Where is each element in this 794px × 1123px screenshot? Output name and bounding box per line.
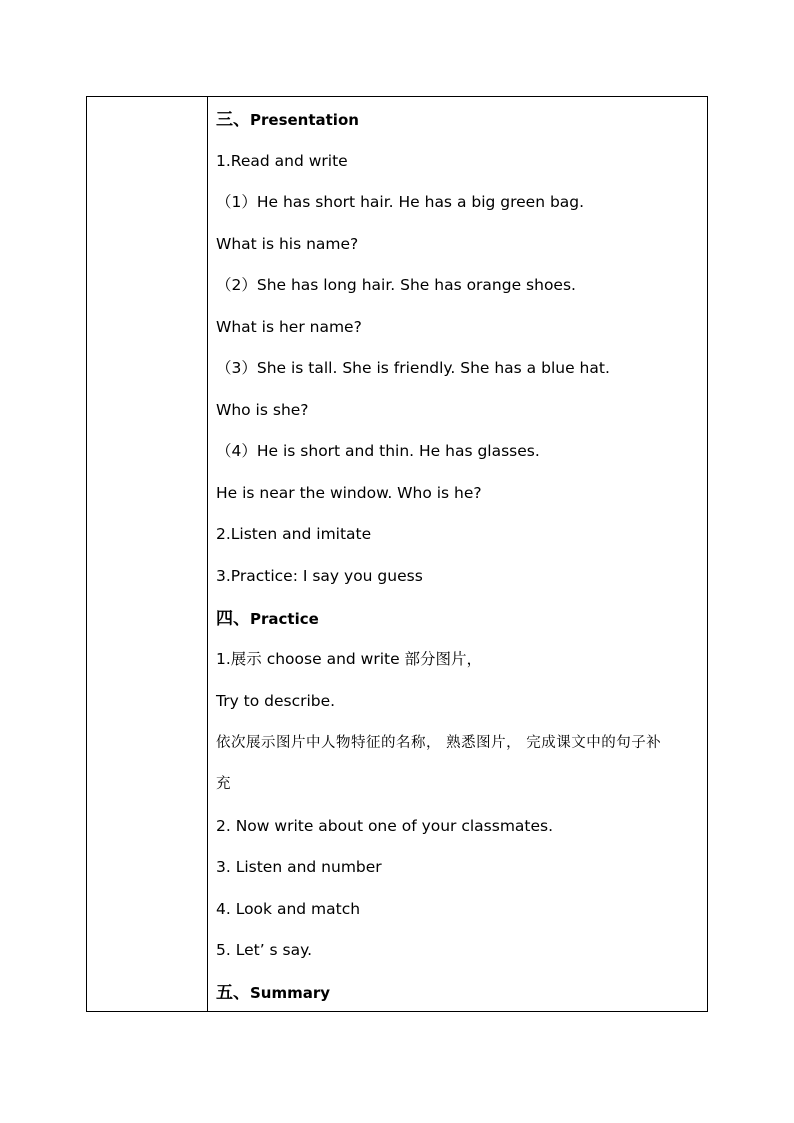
section-heading-presentation: 三、Presentation: [216, 110, 359, 130]
section-heading-summary: 五、Summary: [216, 983, 331, 1003]
lesson-table: [86, 96, 708, 1012]
table-left-column: [87, 97, 208, 1011]
text-line: （2）She has long hair. She has orange shoes.: [216, 276, 576, 294]
text-line: （1）He has short hair. He has a big green bag.: [216, 193, 585, 211]
text-line: He is near the window. Who is he?: [216, 484, 482, 502]
section-heading-practice: 四、Practice: [216, 609, 319, 629]
text-line: Who is she?: [216, 401, 309, 419]
text-line: 2.Listen and imitate: [216, 525, 372, 543]
text-line: 依次展示图片中人物特征的名称， 熟悉图片， 完成课文中的句子补: [216, 735, 662, 751]
text-line: 4. Look and match: [216, 900, 361, 918]
text-line: （4）He is short and thin. He has glasses.: [216, 442, 540, 460]
text-line: 3. Listen and number: [216, 858, 382, 876]
table-right-column: [208, 97, 707, 1011]
text-line: 1.Read and write: [216, 152, 348, 170]
text-line: 充: [216, 776, 231, 792]
text-line: 2. Now write about one of your classmates.: [216, 817, 554, 835]
text-line: （3）She is tall. She is friendly. She has a blue hat.: [216, 359, 610, 377]
text-line: 5. Let’ s say.: [216, 941, 313, 959]
text-line: Try to describe.: [216, 692, 336, 710]
text-line: 1.展示 choose and write 部分图片，: [216, 650, 483, 668]
text-line: What is his name?: [216, 235, 359, 253]
text-line: What is her name?: [216, 318, 362, 336]
text-line: 3.Practice: I say you guess: [216, 567, 423, 585]
